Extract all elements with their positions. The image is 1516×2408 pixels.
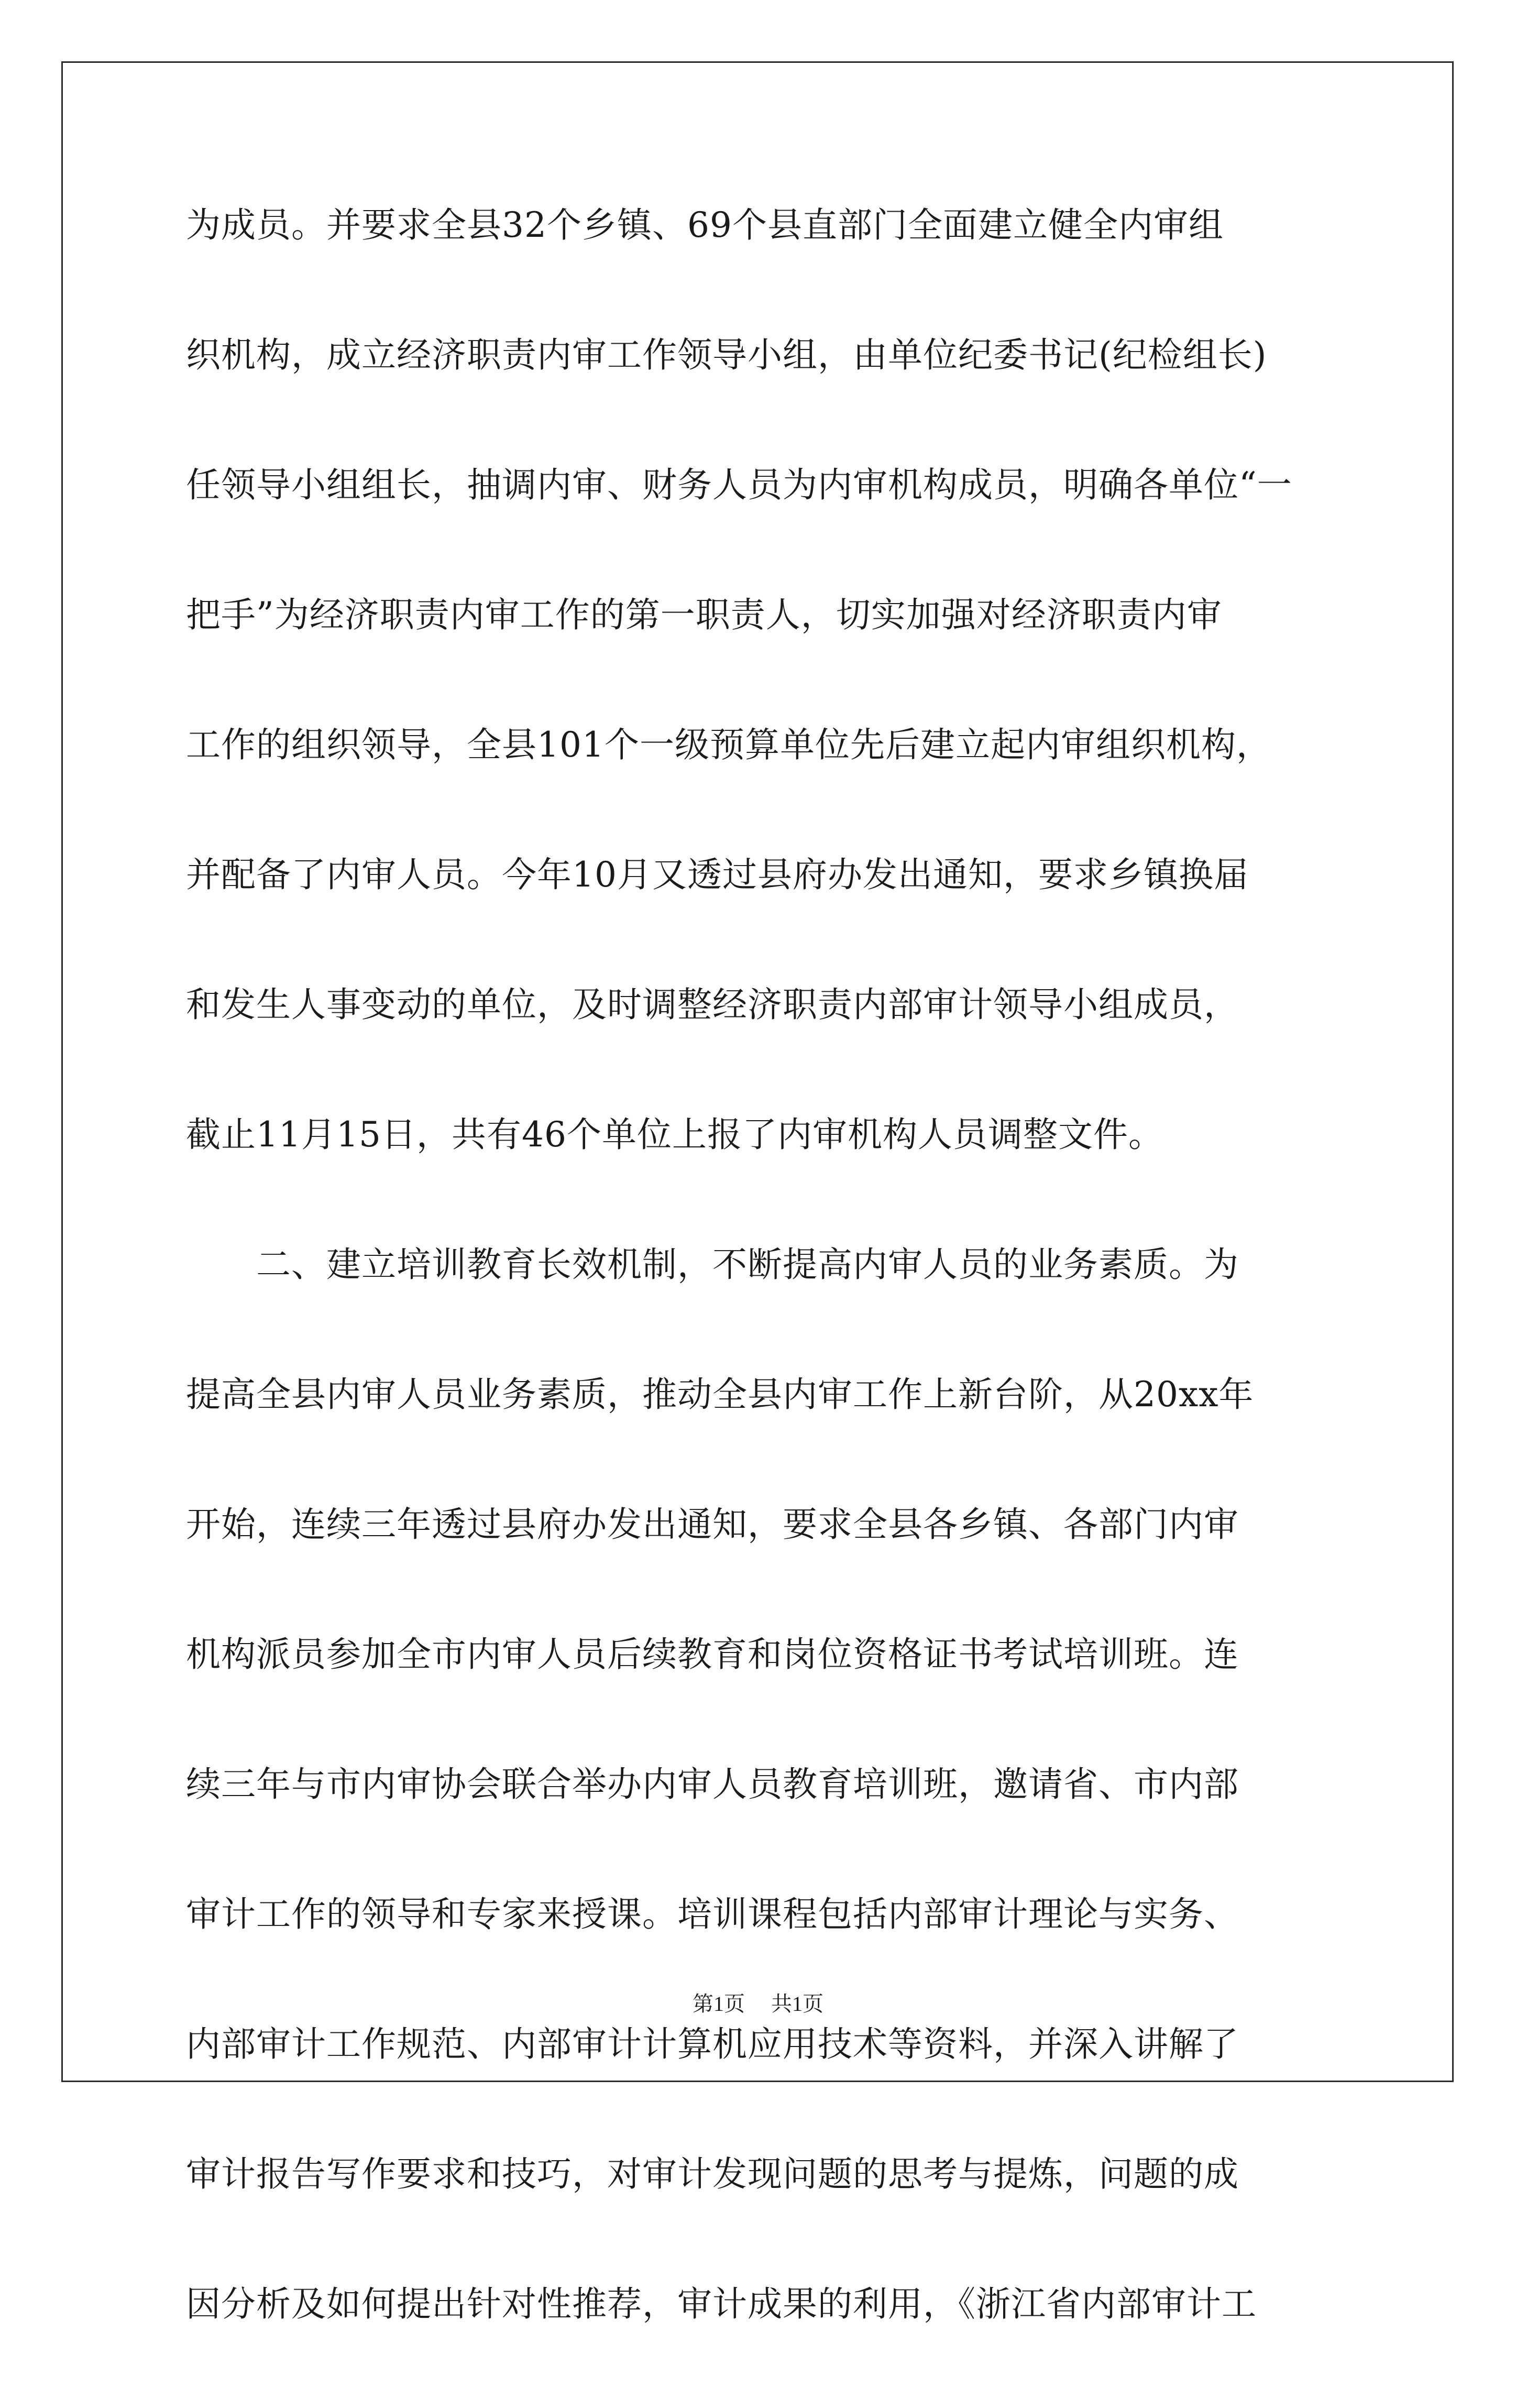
text-line: 因分析及如何提出针对性推荐，审计成果的利用，《浙江省内部审计工 [186, 2284, 1257, 2324]
text-line: 织机构，成立经济职责内审工作领导小组，由单位纪委书记(纪检组长) [186, 335, 1267, 375]
text-line: 任领导小组组长，抽调内审、财务人员为内审机构成员，明确各单位“一 [186, 465, 1292, 505]
page-number: 第1页 [693, 1992, 745, 2016]
page-footer [0, 1991, 1516, 2017]
text-line: 提高全县内审人员业务素质，推动全县内审工作上新台阶，从20xx年 [186, 1374, 1254, 1415]
text-line: 审计报告写作要求和技巧，对审计发现问题的思考与提炼，问题的成 [186, 2154, 1239, 2194]
text-line: 截止11月15日，共有46个单位上报了内审机构人员调整文件。 [186, 1114, 1163, 1155]
text-line: 二、建立培训教育长效机制，不断提高内审人员的业务素质。为 [186, 1244, 1239, 1285]
text-line: 续三年与市内审协会联合举办内审人员教育培训班，邀请省、市内部 [186, 1764, 1239, 1804]
text-line: 和发生人事变动的单位，及时调整经济职责内部审计领导小组成员， [186, 984, 1239, 1025]
text-line: 为成员。并要求全县32个乡镇、69个县直部门全面建立健全内审组 [186, 205, 1224, 245]
text-line: 并配备了内审人员。今年10月又透过县府办发出通知，要求乡镇换届 [186, 855, 1249, 895]
text-line: 审计工作的领导和专家来授课。培训课程包括内部审计理论与实务、 [186, 1894, 1239, 1934]
text-line: 内部审计工作规范、内部审计计算机应用技术等资料，并深入讲解了 [186, 2024, 1239, 2064]
text-line: 机构派员参加全市内审人员后续教育和岗位资格证书考试培训班。连 [186, 1634, 1239, 1674]
body-text [186, 199, 1338, 2408]
text-line: 开始，连续三年透过县府办发出通知，要求全县各乡镇、各部门内审 [186, 1504, 1239, 1545]
page-total: 共1页 [771, 1992, 823, 2016]
text-line: 工作的组织领导，全县101个一级预算单位先后建立起内审组织机构， [186, 725, 1271, 765]
text-line: 把手”为经济职责内审工作的第一职责人，切实加强对经济职责内审 [186, 595, 1222, 635]
